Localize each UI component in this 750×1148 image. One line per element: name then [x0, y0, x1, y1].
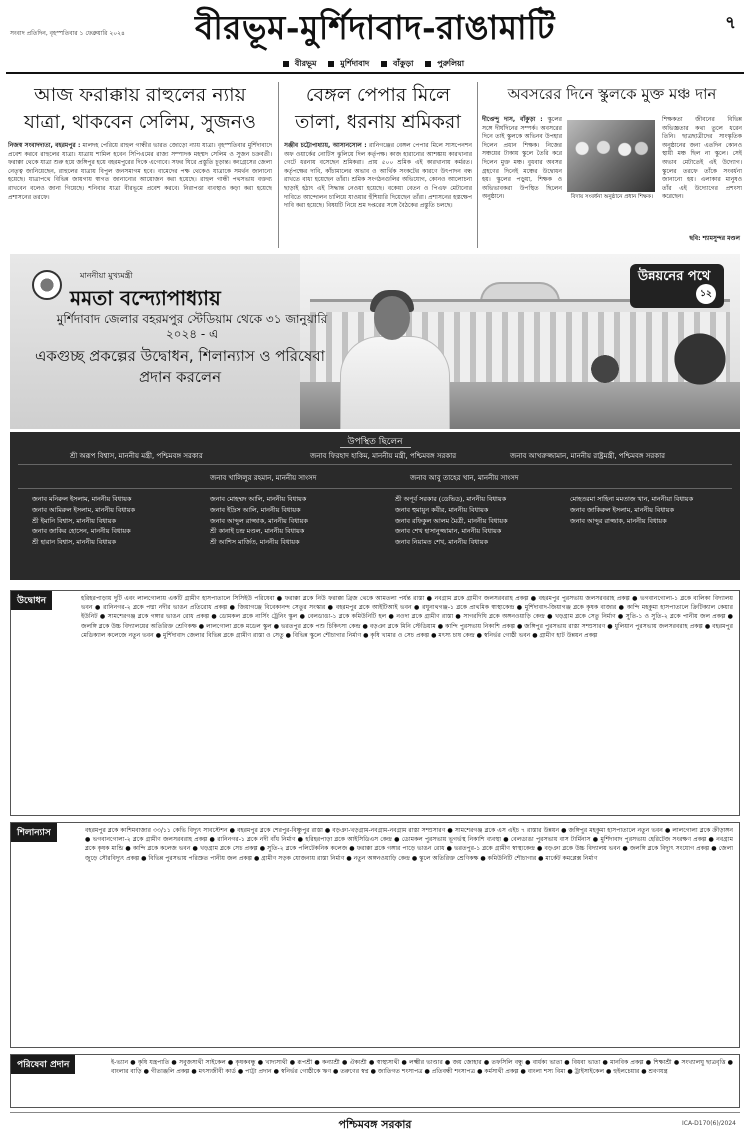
- story-headline: বেঙ্গল পেপার মিলে তালা, ধরনায় শ্রমিকরা: [295, 84, 461, 133]
- story-headline: অবসরের দিনে স্কুলকে মুক্ত মঞ্চ দান: [507, 85, 717, 103]
- government-emblem-icon: [32, 270, 62, 300]
- page-title: বীরভূম-মুর্শিদাবাদ-রাঙামাটি: [194, 8, 556, 47]
- services-section: [10, 1054, 740, 1108]
- page-number: ৭: [724, 13, 736, 33]
- services-list: ই-ভ্যান ● কৃষি যন্ত্রপাতি ● সবুজসাথী সাইকেল ● কৃষকবন্ধু ● খাদ্যসাথী ● রূপশ্রী ● কন্যাশ্রী ● ঐক্যশ্রী ● স্বাস্থ্যসাথী ● লক্ষ্মীর ভাণ্ডার ● জয় জোহার ● তফসিলি বন্ধু ● বার্ধক্য ভাতা ● বিধবা ভাতা ● মানবিক প্রকল্প ● শিক্ষাশ্রী ● সংখ্যালঘু ছাত্রবৃত্তি ● বাংলার বাড়ি ● গীতাঞ্জলি প্রকল্প ● মৎস্যজীবী কার্ড ● পাট্টা প্রদান ● স্বনির্ভর গোষ্ঠীকে ঋণ ● তরুণের স্বপ্ন ● জাতিগত শংসাপত্র ● প্রতিবন্ধী শংসাপত্র ● কর্মসাথী প্রকল্প ● বাংলা শস্য বিমা ● ট্রাইসাইকেল ● হুইলচেয়ার ● শ্রবণযন্ত্র: [111, 1059, 733, 1076]
- section-birbhum[interactable]: বীরভূম: [283, 59, 320, 68]
- masthead: [0, 0, 750, 74]
- ica-code: ICA-D170(6)/2024: [682, 1120, 736, 1127]
- footer-govt-name: পশ্চিমবঙ্গ সরকার: [338, 1118, 412, 1131]
- section-label: শিলান্যাস: [11, 823, 57, 842]
- story-headline: আজ ফরাক্কায় রাহুলের ন্যায় যাত্রা, থাকবেন সেলিম, সুজনও: [23, 84, 257, 133]
- dignitary-name: জনাব আবু তাহের খান, মাননীয় সাংসদ: [410, 474, 519, 482]
- banner-headline: একগুচ্ছ প্রকল্পের উদ্বোধন, শিলান্যাস ও পরিষেবা প্রদান করলেন: [34, 347, 326, 386]
- section-nav: [0, 58, 750, 71]
- inauguration-section: [10, 590, 740, 816]
- square-bullet-icon: [283, 61, 289, 67]
- foundation-section: [10, 822, 740, 1048]
- badge-number: ১২: [696, 284, 716, 304]
- section-purulia[interactable]: পুরুলিয়া: [425, 59, 467, 68]
- foundation-list: বহরমপুর ব্লকে কাশিমবাজার ৩৩/১১ কেভি বিদ্যুৎ সাবস্টেশন ● বহরমপুর ব্লকে শেরপুর-বিষ্ণুপুর রাস্তা ● বড়ঞা-খড়গ্রাম-নবগ্রাম-নবগ্রাম রাস্তা সম্প্রসারণ ● সামশেরগঞ্জ ব্লকে এস এইচ ৭ রাস্তার উন্নয়ন ● জঙ্গিপুর মহকুমা হাসপাতালে নতুন ভবন ● লালগোলা ব্লকে ক্রীড়াঙ্গন ● ভগবানগোলা-২ ব্লকে গ্রামীণ জলসরবরাহ প্রকল্প ● রানিনগর-১ ব্লকে নদী বাঁধ নির্মাণ ● হরিহরপাড়া ব্লকে আইসিডিএস কেন্দ্র ● ডোমকল পুরসভায় ভূগর্ভস্থ নিকাশি ব্যবস্থা ● বেলডাঙা পুরসভায় বাস টার্মিনাস ● মুর্শিদাবাদ পুরসভায় হেরিটেজ সংরক্ষণ প্রকল্প ● নবগ্রাম ব্লকে কৃষক মান্ডি ● কান্দি ব্লকে কলেজ ভবন ● খড়গ্রাম ব্লকে সেচ প্রকল্প ● সুতি-২ ব্লকে পলিটেকনিক কলেজ ● ফরাক্কা ব্লকে গঙ্গার পাড়ে ভাঙন রোধ ● ভরতপুর-১ ব্লকে গ্রামীণ স্বাস্থ্যকেন্দ্র ● বড়ঞা ব্লকে উচ্চ বিদ্যালয় ভবন ● জলঙ্গি ব্লকে বিদ্যুৎ সংযোগ প্রকল্প ● জেলা জুড়ে সৌরবিদ্যুৎ প্রকল্প ● বিভিন্ন পুরসভায় পরিস্রুত পানীয় জল প্রকল্প ● গ্রামীণ সড়ক যোজনায় রাস্তা নির্মাণ ● নতুন অঙ্গনওয়াড়ি কেন্দ্র ● স্কুলে অতিরিক্ত শ্রেণিকক্ষ ● কমিউনিটি শৌচাগার ● মার্কেট কমপ্লেক্স নির্মাণ: [85, 827, 733, 862]
- banner-name: মমতা বন্দ্যোপাধ্যায়: [70, 286, 221, 310]
- inauguration-list: হরিহরপাড়ায় দুটি এবং লালগোলায় একটি গ্রামীণ হাসপাতালে সিসিইউ পরিষেবা ● ফরাক্কা ব্লকে নিউ ফরাক্কা ব্রিজ থেকে আমতলা পর্যন্ত রাস্তা ● নবগ্রাম ব্লকে গ্রামীণ জলসরবরাহ প্রকল্প ● বহরমপুর পুরসভায় জলসরবরাহ প্রকল্প ● ভগবানগোলা-১ ব্লকে বালিকা বিদ্যালয় ভবন ● রানিনগর-২ ব্লকে পদ্মা নদীর ভাঙন প্রতিরোধ প্রকল্প ● জিয়াগঞ্জে বিবেকানন্দ সেতুর সংস্কার ● বহরমপুর ব্লকে আইটিআই ভবন ● রঘুনাথগঞ্জ-১ ব্লকে প্রাথমিক স্বাস্থ্যকেন্দ্র ● মুর্শিদাবাদ-জিয়াগঞ্জ ব্লকে কৃষক বাজার ● কান্দি মহকুমা হাসপাতালে ক্রিটিক্যাল কেয়ার ইউনিট ● সামশেরগঞ্জ ব্লকে গঙ্গার ভাঙন রোধ প্রকল্প ● ডোমকল ব্লকে নার্সিং ট্রেনিং স্কুল ● বেলডাঙা-১ ব্লকে কমিউনিটি হল ● নওদা ব্লকে গ্রামীণ রাস্তা ● সাগরদিঘি ব্লকে অঙ্গনওয়াড়ি কেন্দ্র ● খড়গ্রাম ব্লকে সেতু নির্মাণ ● সুতি-১ ও সুতি-২ ব্লকে পানীয় জল প্রকল্প ● জলঙ্গি ব্লকে উচ্চ বিদ্যালয়ের অতিরিক্ত শ্রেণিকক্ষ ● লালগোলা ব্লকে মডেল স্কুল ● ভরতপুর ব্লকে পশু চিকিৎসা কেন্দ্র ● বড়ঞা ব্লকে মিনি স্টেডিয়াম ● কান্দি পুরসভায় নিকাশি প্রকল্প ● জঙ্গিপুর পুরসভায় রাস্তা সম্প্রসারণ ● ধুলিয়ান পুরসভায় জলসরবরাহ প্রকল্প ● বহরমপুর মেডিক্যাল কলেজে নতুন ভবন ● মুর্শিদাবাদ জেলার বিভিন্ন ব্লকে গ্রামীণ রাস্তা ও সেতু ● বিভিন্ন স্কুলে শৌচাগার নির্মাণ ● কৃষি খামার ও সেচ প্রকল্প ● মৎস্য চাষ কেন্দ্র ● স্বনির্ভর গোষ্ঠী ভবন ● গ্রামীণ হাট উন্নয়ন প্রকল্প: [81, 595, 733, 639]
- banner-venue: মুর্শিদাবাদ জেলার বহরমপুর স্টেডিয়াম থেকে ৩১ জানুয়ারি ২০২৪ - এ: [56, 312, 328, 341]
- government-ad-banner: [10, 254, 740, 429]
- story-body-right: শিক্ষকতা জীবনের বিভিন্ন অভিজ্ঞতার কথা তুলে ধরেন তিনি। ছাত্রছাত্রীদের সাংস্কৃতিক অনুষ্ঠানের জন্য এতদিন কোনও স্থায়ী মঞ্চ ছিল না স্কুলে। সেই অভাব মেটাতেই এই উদ্যোগ। স্কুলের তরফে তাঁকে সংবর্ধনা জানানো হয়। এলাকার মানুষও তাঁর এই উদ্যোগের প্রশংসা করেছেন।: [662, 116, 742, 201]
- masthead-meta: সংবাদ প্রতিদিন, বৃহস্পতিবার ১ ফেব্রুয়ারি ২০২৪: [10, 30, 125, 37]
- story-body: নিজস্ব সংবাদদাতা, বহরমপুর : মালদহ পেরিয়ে রাহুল গান্ধীর ভারত জোড়ো ন্যায় যাত্রা। বৃহস্পতিবার মুর্শিদাবাদে প্রবেশ করবে রাহুলের যাত্রা। যাত্রায় শামিল হবেন সিপিএমের রাজ্য সম্পাদক মহম্মদ সেলিম ও সুজন চক্রবর্তী। ফরাক্কা থেকে যাত্রা শুরু হয়ে জঙ্গিপুর হয়ে বহরমপুরের দিকে এগোবে। সফর ঘিরে প্রস্তুতি চূড়ান্ত। কংগ্রেসের জেলা নেতৃত্ব জানিয়েছেন, রাহুলের যাত্রায় বিপুল জনসমাগম হবে। বামেদের পক্ষ থেকেও যাত্রাকে সমর্থন জানানো হয়েছে। যাত্রাপথে বিভিন্ন জায়গায় স্বাগত জানানোর আয়োজন করা হয়েছে। রাহুল গান্ধী পথসভায় বক্তব্য রাখবেন বলেও জানা গিয়েছে। শনিবার যাত্রা বীরভূমে প্রবেশ করবে। নিরাপত্তা ব্যবস্থাও কড়া করা হয়েছে প্রশাসনের তরফে।: [8, 142, 272, 201]
- story-body-left: দীপ্তেন্দু দাস, বাঁকুড়া : স্কুলের সঙ্গে দীর্ঘদিনের সম্পর্ক। অবসরের দিনে তাই স্কুলকে অভিনব উপহার দিলেন প্রধান শিক্ষক। নিজের সঞ্চয়ের টাকায় স্কুলে তৈরি করে দিলেন মুক্ত মঞ্চ। বুধবার অবসর গ্রহণের দিনেই মঞ্চের উদ্বোধন হয়। স্কুলের পড়ুয়া, শিক্ষক ও অভিভাবকরা উপস্থিত ছিলেন অনুষ্ঠানে।: [482, 116, 562, 201]
- mla-column-3: শ্রী অপূর্ব সরকার (ডেভিড), মাননীয় বিধায়ক জনাব হুমায়ুন কবীর, মাননীয় বিধায়ক জনাব রফিকুল আলম মৈত্রী, মাননীয় বিধায়ক জনাব শেখ হাসানুজ্জামান, মাননীয় বিধায়ক জনাব নিয়ামত শেখ, মাননীয় বিধায়ক: [395, 495, 508, 547]
- section-murshidabad[interactable]: মুর্শিদাবাদ: [328, 59, 372, 68]
- tree-icon: [590, 349, 620, 389]
- photo-caption: বিদায় সংবর্ধনা অনুষ্ঠানে প্রধান শিক্ষক।: [570, 194, 654, 200]
- divider: [18, 488, 732, 489]
- section-bankura[interactable]: বাঁকুড়া: [381, 59, 416, 68]
- masthead-rule: [6, 72, 744, 74]
- divider: [10, 1112, 740, 1113]
- story-body: সঞ্জীব চট্টোপাধ্যায়, আসানসোল : রানিগঞ্জের বেঙ্গল পেপার মিলে সাসপেনশন অফ ওয়ার্কের নোটিস ঝুলিয়ে দিল কর্তৃপক্ষ। কাজ হারানোর আশঙ্কায় কারখানার গেটে ধরনায় বসেছেন শ্রমিকরা। প্রায় ৫০০ শ্রমিক এই কারখানায় কর্মরত। কর্তৃপক্ষের দাবি, কাঁচামালের অভাব ও আর্থিক সংকটের কারণে উৎপাদন বন্ধ রাখতে বাধ্য হয়েছেন তাঁরা। শ্রমিক সংগঠনগুলির অভিযোগ, কোনও আলোচনা ছাড়াই হঠাৎ এই সিদ্ধান্ত নেওয়া হয়েছে। বকেয়া বেতন ও পিএফ মেটানোর দাবিতে আন্দোলন চালিয়ে যাওয়ার হুঁশিয়ারি দিয়েছেন তাঁরা। প্রশাসনের হস্তক্ষেপ দাবি করা হয়েছে। বিষয়টি নিয়ে শ্রম দপ্তরের সঙ্গে বৈঠকের প্রস্তুতি চলছে।: [284, 142, 472, 210]
- dignitaries-panel: [10, 432, 740, 580]
- story-school-stage[interactable]: [482, 82, 742, 248]
- unnayaner-pathe-badge: উন্নয়নের পথে ১২: [630, 264, 724, 308]
- photo-credit: ছবি: শ্যামসুন্দর মণ্ডল: [689, 235, 740, 242]
- mla-column-1: জনাব মনিরুল ইসলাম, মাননীয় বিধায়ক জনাব আমিরুল ইসলাম, মাননীয় বিধায়ক শ্রী ইমানি বিশ্বাস, মাননীয় বিধায়ক জনাব জাকির হোসেন, মাননীয় বিধায়ক শ্রী হারান বিশ্বাস, মাননীয় বিধায়ক: [32, 495, 135, 547]
- dignitary-name: জনাব ফিরহাদ হাকিম, মাননীয় মন্ত্রী, পশ্চিমবঙ্গ সরকার: [310, 452, 457, 460]
- square-bullet-icon: [381, 61, 387, 67]
- square-bullet-icon: [425, 61, 431, 67]
- square-bullet-icon: [328, 61, 334, 67]
- chief-minister-portrait: [340, 286, 450, 429]
- tree-icon: [670, 324, 730, 394]
- dignitary-name: শ্রী অরূপ বিশ্বাস, মাননীয় মন্ত্রী, পশ্চিমবঙ্গ সরকার: [70, 452, 203, 460]
- column-divider: [278, 82, 279, 248]
- dignitary-name: জনাব খালিলুর রহমান, মাননীয় সাংসদ: [210, 474, 317, 482]
- mla-column-4: মোহতরমা সাহিনা মমতাজ খান, মাননীয়া বিধায়ক জনাব জাকিরুল ইসলাম, মাননীয় বিধায়ক জনাব আব্দুর রাজ্জাক, মাননীয় বিধায়ক: [570, 495, 694, 525]
- dignitary-name: জনাব আখরুজ্জামান, মাননীয় রাষ্ট্রমন্ত্রী, পশ্চিমবঙ্গ সরকার: [510, 452, 666, 460]
- column-divider: [477, 82, 478, 248]
- section-label: উদ্বোধন: [11, 591, 52, 610]
- section-label: পরিষেবা প্রদান: [11, 1055, 75, 1074]
- banner-role: মাননীয়া মুখ্যমন্ত্রী: [80, 271, 133, 280]
- story-rahul-yatra[interactable]: [8, 82, 272, 248]
- divider: [18, 464, 732, 465]
- mla-column-2: জনাব মোহম্মদ আলি, মাননীয় বিধায়ক জনাব ইদ্রিস আলি, মাননীয় বিধায়ক জনাব আব্দুল রাজ্জাক, মাননীয় বিধায়ক শ্রী কানাই চন্দ্র মণ্ডল, মাননীয় বিধায়ক শ্রী আশিস মার্জিত, মাননীয় বিধায়ক: [210, 495, 308, 547]
- dignitaries-heading: উপস্থিত ছিলেন: [10, 434, 740, 449]
- story-photo: [567, 120, 655, 192]
- story-paper-mill[interactable]: [284, 82, 472, 248]
- top-stories: [8, 82, 742, 248]
